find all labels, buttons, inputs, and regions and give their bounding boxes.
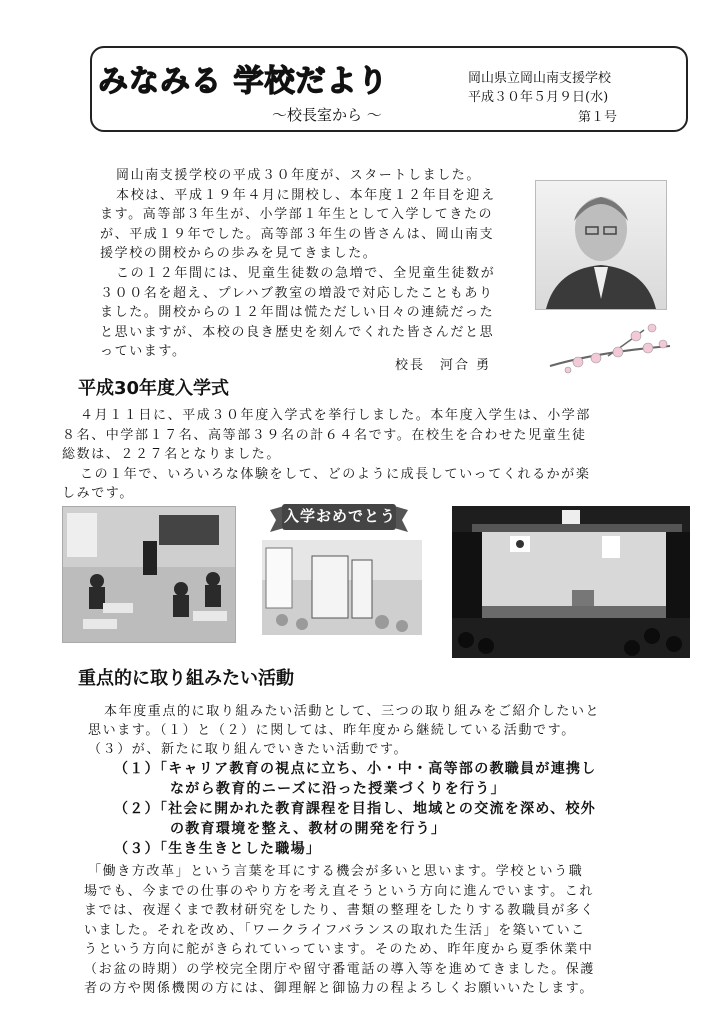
issue-date: 平成３０年５月９日(水) <box>468 90 609 105</box>
issue-number: 第１号 <box>578 110 618 125</box>
focus-item: （２）「社会に開かれた教育課程を目指し、地域との交流を深め、校外 <box>114 801 597 817</box>
cherry-blossom-icon <box>548 322 674 378</box>
greeting-line: 本校は、平成１９年４月に開校し、本年度１２年目を迎え <box>116 188 496 203</box>
greeting-line: っています。 <box>100 344 187 359</box>
classroom-photo <box>62 506 236 643</box>
greeting-line: 援学校の開校からの歩みを見てきました。 <box>100 246 378 261</box>
principal-signature: 校長 河合 勇 <box>395 358 492 373</box>
focus-intro-line: （３）が、新たに取り組んでいきたい活動です。 <box>88 742 409 757</box>
greeting-line: ３００名を超え、プレハブ教室の増設で対応したこともあり <box>100 286 494 301</box>
greeting-line: ます。高等部３年生が、小学部１年生として入学してきたの <box>100 207 494 222</box>
ceremony-hall-photo <box>452 506 690 658</box>
banner-text: 入学おめでとう <box>284 507 397 525</box>
focus-closing-line: うという方向に舵がきられていっています。そのため、昨年度から夏季休業中 <box>84 942 594 957</box>
focus-heading: 重点的に取り組みたい活動 <box>78 668 294 689</box>
focus-item: の教育環境を整え、教材の開発を行う」 <box>170 821 447 837</box>
focus-intro-line: 思います。（１）と（２）に関しては、昨年度から継続している活動です。 <box>88 723 576 738</box>
greeting-line: と思いますが、本校の良き歴史を刻んでくれた皆さんだと思 <box>100 325 495 340</box>
greeting-line: この１２年間には、児童生徒数の急増で、全児童生徒数が <box>116 266 496 281</box>
entrance-heading: 平成30年度入学式 <box>78 378 230 399</box>
focus-closing-line: （お盆の時期）の学校完全閉庁や留守番電話の導入等を進めてきました。保護 <box>84 962 596 977</box>
greeting-line: ました。開校からの１２年間は慌ただしい日々の連続だった <box>100 305 495 320</box>
entrance-line: この１年で、いろいろな体験をして、どのように成長していってくれるかが楽 <box>80 467 591 482</box>
greeting-line: が、平成１９年でした。高等部３年生の皆さんは、岡山南支 <box>100 227 495 242</box>
entrance-line: ８名、中学部１７名、高等部３９名の計６４名です。在校生を合わせた児童生徒 <box>62 428 587 443</box>
entrance-line: ４月１１日に、平成３０年度入学式を挙行しました。本年度入学生は、小学部 <box>80 408 592 423</box>
focus-item: （１）「キャリア教育の視点に立ち、小・中・高等部の教職員が連携し <box>114 761 597 777</box>
focus-item: （３）「生き生きとした職場」 <box>114 841 322 857</box>
principal-photo <box>535 180 667 310</box>
focus-closing-line: いました。それを改め、「ワークライフバランスの取れた生活」を築いていこ <box>84 923 586 938</box>
newsletter-title: みなみる 学校だより <box>98 64 389 99</box>
focus-closing-line: 者の方や関係機関の方には、御理解と御協力の程よろしくお願いいたします。 <box>84 981 594 996</box>
ceremony-sign-photo <box>262 540 422 635</box>
entrance-line: しみです。 <box>62 486 134 501</box>
focus-closing-line: までは、夜遅くまで教材研究をしたり、書類の整理をしたりする教職員が多く <box>84 903 596 918</box>
entrance-line: 総数は、２２７名となりました。 <box>62 447 282 462</box>
focus-closing-line: 「働き方改革」という言葉を耳にする機会が多いと思います。学校という職 <box>88 864 584 879</box>
focus-item: ながら教育的ニーズに沿った授業づくりを行う」 <box>170 781 506 797</box>
focus-closing-line: 場でも、今までの仕事のやり方を考え直そうという方向に進んでいます。これ <box>84 884 594 899</box>
focus-intro-line: 本年度重点的に取り組みたい活動として、三つの取り組みをご紹介したいと <box>104 704 601 719</box>
school-name: 岡山県立岡山南支援学校 <box>468 71 612 86</box>
greeting-line: 岡山南支援学校の平成３０年度が、スタートしました。 <box>116 168 482 183</box>
newsletter-subtitle: ～校長室から ～ <box>272 106 382 124</box>
